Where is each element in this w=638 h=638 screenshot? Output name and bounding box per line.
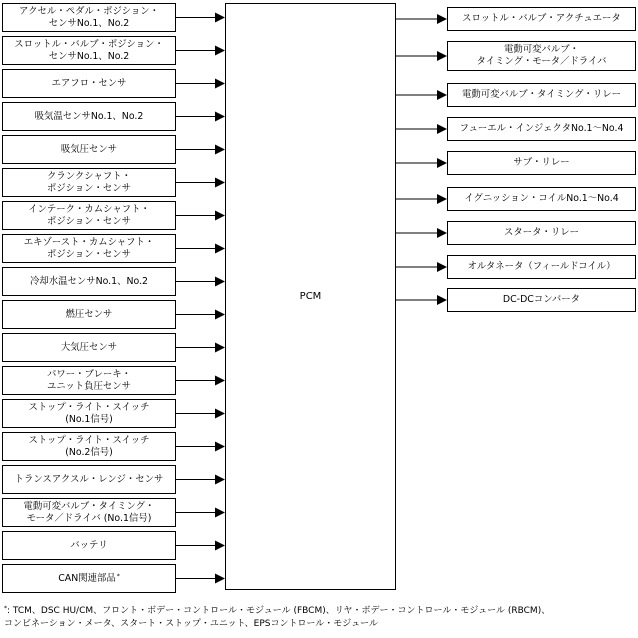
output-box <box>447 151 636 175</box>
input-label: 燃圧センサ <box>65 308 113 320</box>
input-label: アクセル・ペダル・ポジション・ センサNo.1、No.2 <box>19 5 159 29</box>
input-label: ストップ・ライト・スイッチ (No.2信号) <box>28 434 150 458</box>
input-label: クランクシャフト・ ポジション・センサ <box>46 170 131 194</box>
input-label: パワー・ブレーキ・ ユニット負圧センサ <box>46 368 131 392</box>
footnote <box>4 605 634 631</box>
input-box <box>2 498 176 527</box>
output-box <box>447 41 636 71</box>
input-box <box>2 300 176 329</box>
input-box <box>2 333 176 362</box>
input-label: エアフロ・センサ <box>51 77 127 89</box>
output-label: サブ・リレー <box>513 157 570 168</box>
input-label: CAN関連部品 <box>58 572 116 584</box>
input-label: 冷却水温センサNo.1、No.2 <box>29 275 149 287</box>
footnote-text: : TCM、DSC HU/CM、フロント・ボデー・コントロール・モジュール (FBCM)、リヤ・ボデー・コントロール・モジュール (RBCM)、 コンビネーション・メータ、スタート・ストップ・ユニット、EPSコントロール・モジュール <box>4 606 551 629</box>
input-label: ストップ・ライト・スイッチ (No.1信号) <box>28 401 150 425</box>
input-box <box>2 531 176 560</box>
input-label: インテーク・カムシャフト・ ポジション・センサ <box>28 203 150 227</box>
input-box <box>2 267 176 296</box>
output-label: スタータ・リレー <box>503 227 579 238</box>
output-box <box>447 83 636 107</box>
output-label: 電動可変バルブ・タイミング・リレー <box>461 89 621 100</box>
footnote-mark: * <box>4 605 7 612</box>
input-label: バッテリ <box>70 539 108 551</box>
output-box <box>447 255 636 279</box>
input-label: 吸気温センサNo.1、No.2 <box>34 110 144 122</box>
output-label: DC-DCコンバータ <box>502 294 581 305</box>
input-box <box>2 36 176 65</box>
output-label: イグニッション・コイルNo.1～No.4 <box>464 193 619 204</box>
input-box <box>2 564 176 593</box>
input-box <box>2 432 176 461</box>
output-label: オルタネータ（フィールドコイル） <box>467 261 616 272</box>
input-box <box>2 399 176 428</box>
output-label: フューエル・インジェクタNo.1～No.4 <box>459 123 624 134</box>
input-label: 電動可変バルブ・タイミング・ モータ／ドライバ (No.1信号) <box>23 500 155 524</box>
input-label: 大気圧センサ <box>60 341 118 353</box>
output-label: 電動可変バルブ・ タイミング・モータ／ドライバ <box>476 44 607 67</box>
output-box <box>447 7 636 31</box>
input-box <box>2 3 176 32</box>
output-label: スロットル・バルブ・アクチュエータ <box>462 13 621 24</box>
input-box <box>2 135 176 164</box>
input-box <box>2 465 176 494</box>
input-label: トランスアクスル・レンジ・センサ <box>14 473 164 485</box>
input-label: エキゾースト・カムシャフト・ ポジション・センサ <box>23 236 155 260</box>
output-box <box>447 221 636 245</box>
output-box <box>447 288 636 312</box>
input-box <box>2 366 176 395</box>
pcm-box <box>225 3 396 590</box>
output-box <box>447 187 636 211</box>
input-label: 吸気圧センサ <box>60 143 118 155</box>
footnote-reference-mark: * <box>116 572 120 580</box>
input-box <box>2 201 176 230</box>
input-box <box>2 102 176 131</box>
input-box <box>2 69 176 98</box>
output-box <box>447 117 636 141</box>
input-box <box>2 168 176 197</box>
pcm-label: PCM <box>299 291 322 302</box>
input-label: スロットル・バルブ・ポジション・ センサNo.1、No.2 <box>14 38 164 62</box>
input-box <box>2 234 176 263</box>
